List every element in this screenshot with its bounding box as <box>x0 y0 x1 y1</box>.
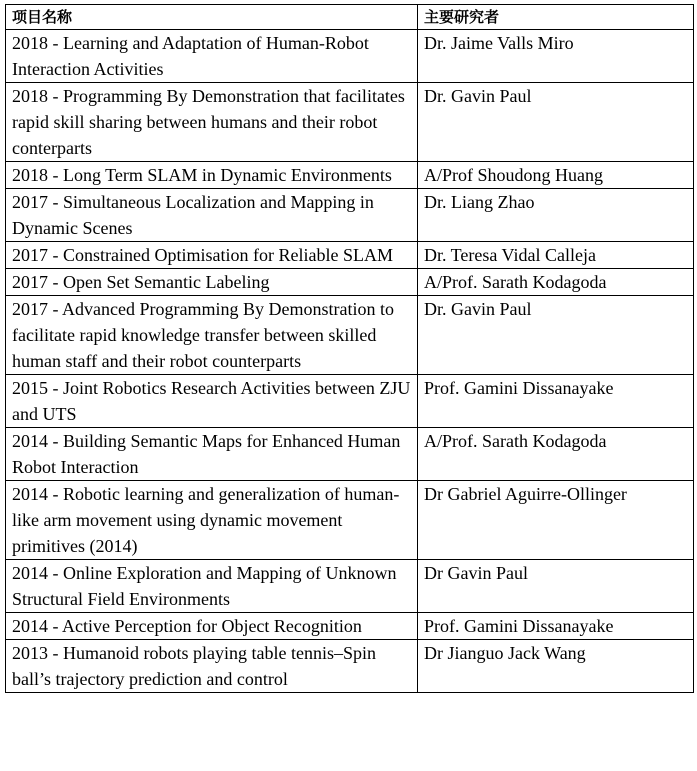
table-row <box>6 83 694 162</box>
header-lead-researcher: 主要研究者 <box>418 5 694 30</box>
project-name-cell: 2017 - Open Set Semantic Labeling <box>6 269 418 296</box>
header-project-name: 项目名称 <box>6 5 418 30</box>
project-name-cell: 2017 - Advanced Programming By Demonstration to facilitate rapid knowledge transfer between skilled human staff and their robot counterparts <box>6 296 418 375</box>
table-row <box>6 375 694 428</box>
table-row <box>6 269 694 296</box>
researcher-cell: Dr Gabriel Aguirre-Ollinger <box>418 481 694 560</box>
researcher-cell: Dr Jianguo Jack Wang <box>418 640 694 693</box>
project-name-cell: 2014 - Robotic learning and generalization of human-like arm movement using dynamic movement primitives (2014) <box>6 481 418 560</box>
project-name-cell: 2017 - Constrained Optimisation for Reliable SLAM <box>6 242 418 269</box>
researcher-cell: Dr. Gavin Paul <box>418 296 694 375</box>
table-row <box>6 296 694 375</box>
project-name-cell: 2014 - Online Exploration and Mapping of Unknown Structural Field Environments <box>6 560 418 613</box>
researcher-cell: A/Prof Shoudong Huang <box>418 162 694 189</box>
table-row <box>6 30 694 83</box>
project-name-cell: 2018 - Learning and Adaptation of Human-Robot Interaction Activities <box>6 30 418 83</box>
project-name-cell: 2017 - Simultaneous Localization and Mapping in Dynamic Scenes <box>6 189 418 242</box>
researcher-cell: A/Prof. Sarath Kodagoda <box>418 428 694 481</box>
table-row <box>6 189 694 242</box>
researcher-cell: Dr. Jaime Valls Miro <box>418 30 694 83</box>
researcher-cell: A/Prof. Sarath Kodagoda <box>418 269 694 296</box>
table-row <box>6 640 694 693</box>
table-row <box>6 481 694 560</box>
project-name-cell: 2014 - Building Semantic Maps for Enhanced Human Robot Interaction <box>6 428 418 481</box>
project-name-cell: 2013 - Humanoid robots playing table tennis–Spin ball’s trajectory prediction and control <box>6 640 418 693</box>
researcher-cell: Prof. Gamini Dissanayake <box>418 375 694 428</box>
project-name-cell: 2015 - Joint Robotics Research Activities between ZJU and UTS <box>6 375 418 428</box>
project-name-cell: 2018 - Long Term SLAM in Dynamic Environments <box>6 162 418 189</box>
table-row <box>6 428 694 481</box>
researcher-cell: Dr Gavin Paul <box>418 560 694 613</box>
table-header-row <box>6 5 694 30</box>
researcher-cell: Dr. Teresa Vidal Calleja <box>418 242 694 269</box>
project-name-cell: 2014 - Active Perception for Object Recognition <box>6 613 418 640</box>
table-row <box>6 560 694 613</box>
table-row <box>6 613 694 640</box>
table-row <box>6 162 694 189</box>
researcher-cell: Prof. Gamini Dissanayake <box>418 613 694 640</box>
researcher-cell: Dr. Gavin Paul <box>418 83 694 162</box>
projects-table <box>5 4 694 693</box>
researcher-cell: Dr. Liang Zhao <box>418 189 694 242</box>
table-row <box>6 242 694 269</box>
project-name-cell: 2018 - Programming By Demonstration that facilitates rapid skill sharing between humans and their robot conterparts <box>6 83 418 162</box>
